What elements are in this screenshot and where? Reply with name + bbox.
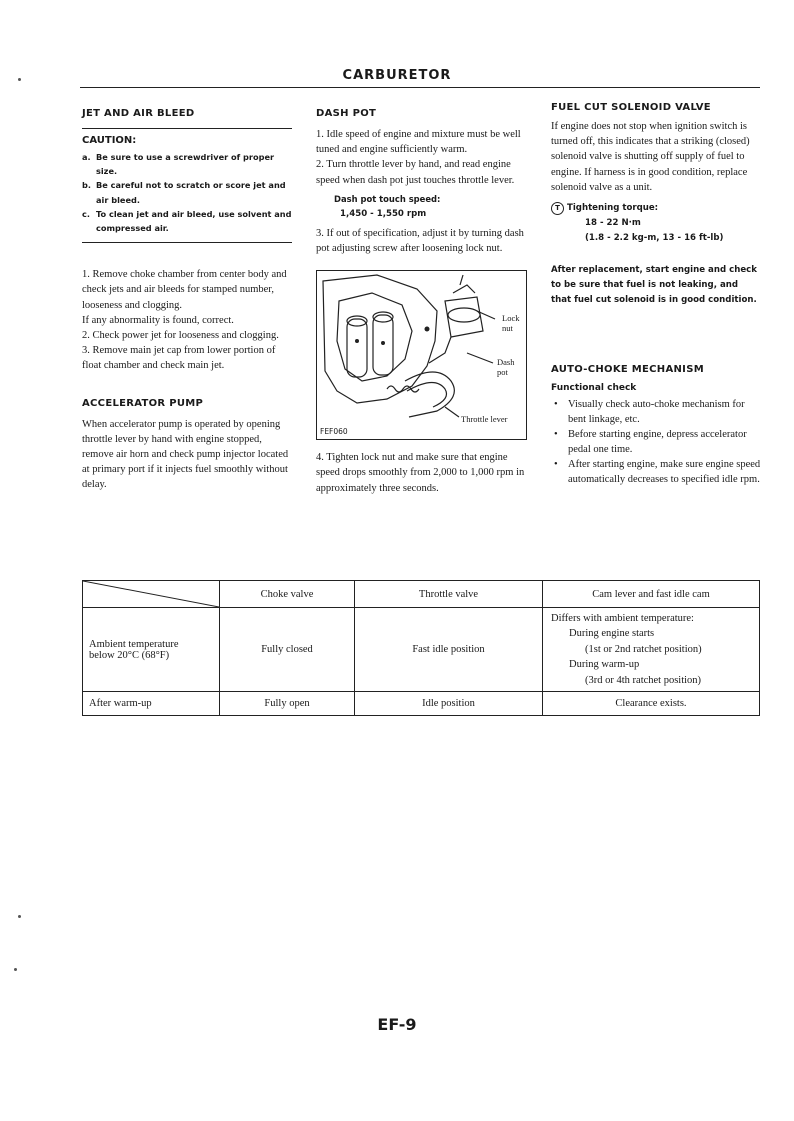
caution-title: CAUTION: bbox=[82, 135, 137, 146]
dash-pot-step-1: 1. Idle speed of engine and mixture must be well tuned and engine sufficiently warm. bbox=[316, 129, 521, 156]
torque-label-row bbox=[551, 201, 761, 216]
fuel-cut-heading: FUEL CUT SOLENOID VALVE bbox=[551, 102, 711, 113]
caution-box bbox=[82, 128, 292, 243]
cell-throttle-fast-idle: Fast idle position bbox=[355, 608, 543, 692]
table-corner-cell bbox=[83, 581, 220, 608]
accelerator-pump-heading: ACCELERATOR PUMP bbox=[82, 397, 204, 409]
accelerator-pump-text: When accelerator pump is operated by opening throttle lever by hand with engine stopped, remove air horn and check pump injector located at primary port if it injects fuel smoothly without delay. bbox=[82, 418, 289, 491]
dash-pot-figure bbox=[316, 270, 527, 440]
jet-step-1: 1. Remove choke chamber from center body and check jets and air bleeds for stamped number, looseness and clogging. bbox=[82, 269, 287, 311]
scan-speck bbox=[14, 968, 17, 971]
title-rule bbox=[80, 87, 760, 88]
jet-step-2: 2. Check power jet for looseness and clogging. bbox=[82, 330, 279, 342]
jet-step-3: 3. Remove main jet cap from lower portion of float chamber and check main jet. bbox=[82, 345, 276, 372]
cell-throttle-idle: Idle position bbox=[355, 692, 543, 716]
torque-value-2: (1.8 - 2.2 kg-m, 13 - 16 ft-lb) bbox=[585, 233, 724, 244]
auto-choke-heading: AUTO-CHOKE MECHANISM bbox=[551, 364, 704, 376]
header-throttle-valve: Throttle valve bbox=[355, 581, 543, 608]
auto-choke-table bbox=[82, 580, 760, 716]
list-item: • Before starting engine, depress accelerator pedal one time. bbox=[554, 429, 747, 456]
dash-pot-step-3: 3. If out of specification, adjust it by turning dash pot adjusting screw after loosening lock nut. bbox=[316, 227, 524, 255]
row-label-ambient: Ambient temperature below 20°C (68°F) bbox=[83, 608, 220, 692]
jet-note: If any abnormality is found, correct. bbox=[82, 314, 234, 326]
jet-air-bleed-heading: JET AND AIR BLEED bbox=[82, 108, 195, 119]
torque-label: Tightening torque: bbox=[567, 203, 659, 214]
scan-speck bbox=[18, 78, 21, 81]
functional-check-subheading: Functional check bbox=[551, 383, 637, 394]
diagonal-line bbox=[83, 581, 219, 607]
list-item: • After starting engine, make sure engine speed automatically decreases to specified idle rpm. bbox=[554, 459, 761, 486]
figure-code: FEF060 bbox=[320, 427, 348, 437]
table-row bbox=[83, 692, 760, 716]
page-title: CARBURETOR bbox=[342, 68, 452, 83]
scan-speck bbox=[18, 915, 21, 918]
header-cam-lever: Cam lever and fast idle cam bbox=[543, 581, 760, 608]
page-number: EF-9 bbox=[377, 1015, 417, 1034]
cell-choke-fully-open: Fully open bbox=[220, 692, 355, 716]
caution-item: b. Be careful not to scratch or score jet and air bleed. bbox=[82, 180, 286, 205]
auto-choke-list bbox=[551, 397, 761, 487]
dash-pot-spec-label: Dash pot touch speed: bbox=[334, 193, 441, 204]
label-lock-nut: Lock nut bbox=[502, 313, 520, 334]
table-header-row bbox=[83, 581, 760, 608]
torque-value-1: 18 - 22 N·m bbox=[585, 218, 641, 229]
fuel-cut-after: After replacement, start engine and check to be sure that fuel is not leaking, and that fuel cut solenoid is in good condition. bbox=[551, 264, 757, 306]
column-right bbox=[551, 100, 761, 487]
fuel-cut-text: If engine does not stop when ignition switch is turned off, this indicates that a striking (closed) solenoid valve is shutting off supply of fuel to engine. If harness is in good condition, replace solenoid valve as a unit. bbox=[551, 121, 750, 193]
table-row bbox=[83, 608, 760, 692]
header-choke-valve: Choke valve bbox=[220, 581, 355, 608]
dash-pot-heading: DASH POT bbox=[316, 108, 377, 119]
dash-pot-step-2: 2. Turn throttle lever by hand, and read engine speed when dash pot just touches throttle lever. bbox=[316, 159, 515, 186]
torque-icon: T bbox=[551, 202, 564, 215]
cell-choke-fully-closed: Fully closed bbox=[220, 608, 355, 692]
cell-cam-clearance: Clearance exists. bbox=[543, 692, 760, 716]
label-dash-pot: Dash pot bbox=[497, 357, 515, 378]
column-middle bbox=[316, 100, 528, 496]
row-label-after-warmup: After warm-up bbox=[83, 692, 220, 716]
column-left bbox=[82, 100, 292, 493]
cell-cam-ambient: Differs with ambient temperature: During engine starts (1st or 2nd ratchet position) During warm-up (3rd or 4th ratchet position) bbox=[543, 608, 760, 692]
dash-pot-spec-value: 1,450 - 1,550 rpm bbox=[340, 208, 427, 219]
label-throttle-lever: Throttle lever bbox=[461, 414, 508, 425]
caution-item: c. To clean jet and air bleed, use solvent and compressed air. bbox=[82, 208, 292, 234]
dash-pot-step-4: 4. Tighten lock nut and make sure that engine speed drops smoothly from 2,000 to 1,000 rpm in approximately three seconds. bbox=[316, 452, 525, 494]
list-item: • Visually check auto-choke mechanism for bent linkage, etc. bbox=[554, 399, 745, 426]
caution-item: a. Be sure to use a screwdriver of proper size. bbox=[82, 152, 275, 177]
